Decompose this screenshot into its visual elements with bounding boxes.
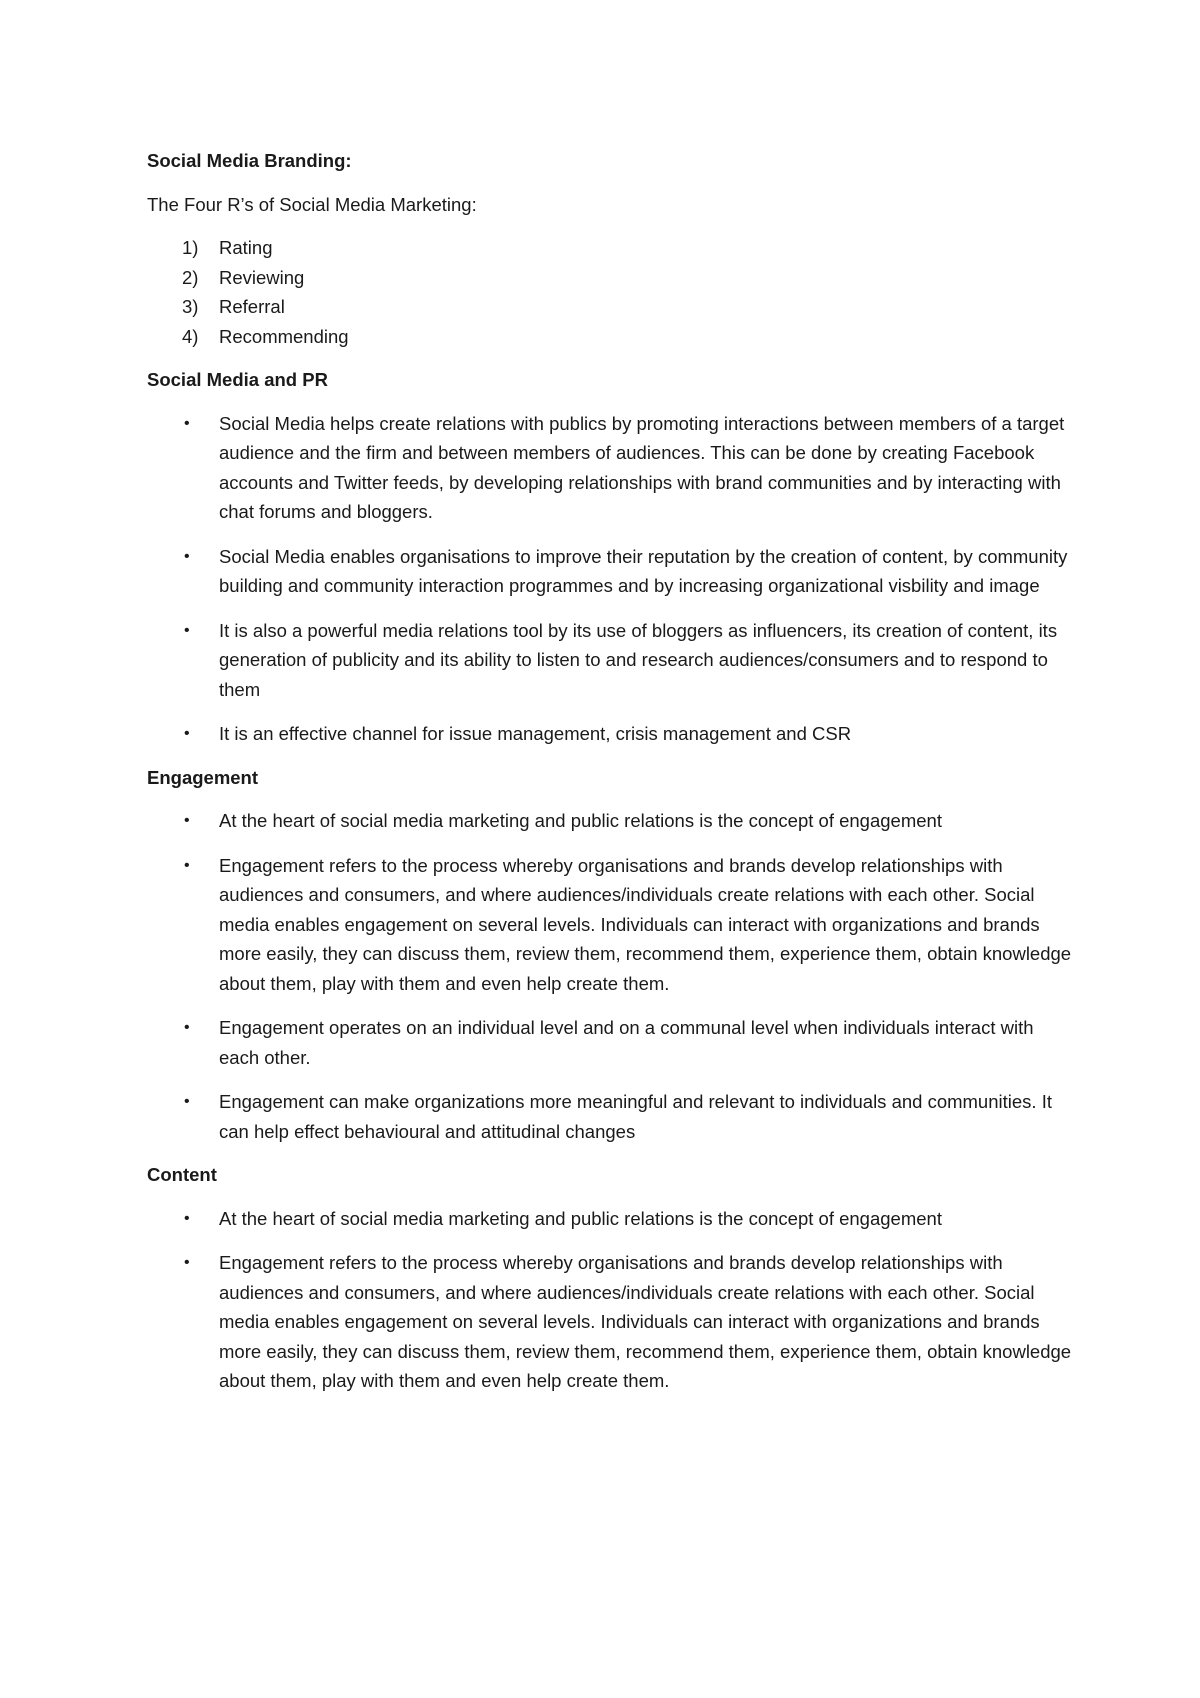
bullet-item <box>147 616 1077 705</box>
document-page <box>147 146 1077 1410</box>
four-rs-heading: The Four R’s of Social Media Marketing: <box>147 193 477 215</box>
list-item <box>147 292 1077 322</box>
bullet-icon: • <box>184 725 190 742</box>
list-item <box>147 233 1077 263</box>
list-number: 3) <box>182 296 199 317</box>
bullet-list <box>147 806 1077 1146</box>
bullet-list <box>147 1204 1077 1396</box>
bullet-icon: • <box>184 812 190 829</box>
bullet-icon: • <box>184 1209 190 1227</box>
section-heading-content: Content <box>147 1164 217 1185</box>
list-item-text: Reviewing <box>219 266 305 288</box>
bullet-icon: • <box>184 1254 190 1271</box>
bullet-item <box>147 1087 1077 1146</box>
section-heading-social-media-pr: Social Media and PR <box>147 369 328 390</box>
list-item <box>147 322 1077 352</box>
bullet-item <box>147 1013 1077 1072</box>
list-number: 1) <box>182 237 199 258</box>
document-title: Social Media Branding: <box>147 150 352 171</box>
bullet-text: Social Media helps create relations with publics by promoting interactions between members of a target audience and the firm and between members of audiences. This can be done by creating Facebook accounts and Twitter feeds, by developing relationships with brand communities and by interacting with chat forums and bloggers. <box>219 412 1065 522</box>
list-number: 4) <box>182 325 199 347</box>
bullet-text: Social Media enables organisations to improve their reputation by the creation of content, by community building and community interaction programmes and by increasing organizational visbility and image <box>219 545 1068 596</box>
bullet-text: Engagement operates on an individual level and on a communal level when individuals interact with each other. <box>219 1017 1034 1068</box>
bullet-text: It is also a powerful media relations tool by its use of bloggers as influencers, its creation of content, its generation of publicity and its ability to listen to and research audiences/consumers and to respond to them <box>219 619 1058 700</box>
bullet-icon: • <box>184 547 190 565</box>
bullet-list <box>147 409 1077 749</box>
list-number: 2) <box>182 266 199 288</box>
bullet-text: Engagement refers to the process whereby organisations and brands develop relationships with audiences and consumers, and where audiences/individuals create relations with each other. Social media enables engagement on several levels. Individuals can interact with organizations and brands more easily, they can discuss them, review them, recommend them, experience them, obtain knowledge about them, play with them and even help create them. <box>219 1252 1072 1391</box>
bullet-text: At the heart of social media marketing and public relations is the concept of engagement <box>219 1207 942 1229</box>
bullet-item <box>147 719 1077 749</box>
bullet-item <box>147 1248 1077 1396</box>
bullet-icon: • <box>184 621 190 639</box>
bullet-icon: • <box>184 1019 190 1036</box>
bullet-icon: • <box>184 1093 190 1110</box>
bullet-item <box>147 1204 1077 1234</box>
section-heading-engagement: Engagement <box>147 766 259 788</box>
bullet-text: At the heart of social media marketing and public relations is the concept of engagement <box>219 810 942 831</box>
bullet-item <box>147 806 1077 836</box>
bullet-item <box>147 542 1077 601</box>
bullet-icon: • <box>184 856 190 874</box>
list-item-text: Rating <box>219 237 273 258</box>
bullet-text: Engagement can make organizations more meaningful and relevant to individuals and communities. It can help effect behavioural and attitudinal changes <box>219 1091 1052 1142</box>
four-rs-list <box>147 233 1077 351</box>
bullet-item <box>147 409 1077 527</box>
bullet-icon: • <box>184 414 190 432</box>
bullet-text: Engagement refers to the process whereby organisations and brands develop relationships with audiences and consumers, and where audiences/individuals create relations with each other. Social media enables engagement on several levels. Individuals can interact with organizations and brands more easily, they can discuss them, review them, recommend them, experience them, obtain knowledge about them, play with them and even help create them. <box>219 854 1072 994</box>
bullet-text: It is an effective channel for issue management, crisis management and CSR <box>219 723 852 744</box>
bullet-item <box>147 851 1077 999</box>
list-item <box>147 263 1077 293</box>
list-item-text: Recommending <box>219 325 349 347</box>
list-item-text: Referral <box>219 296 285 317</box>
